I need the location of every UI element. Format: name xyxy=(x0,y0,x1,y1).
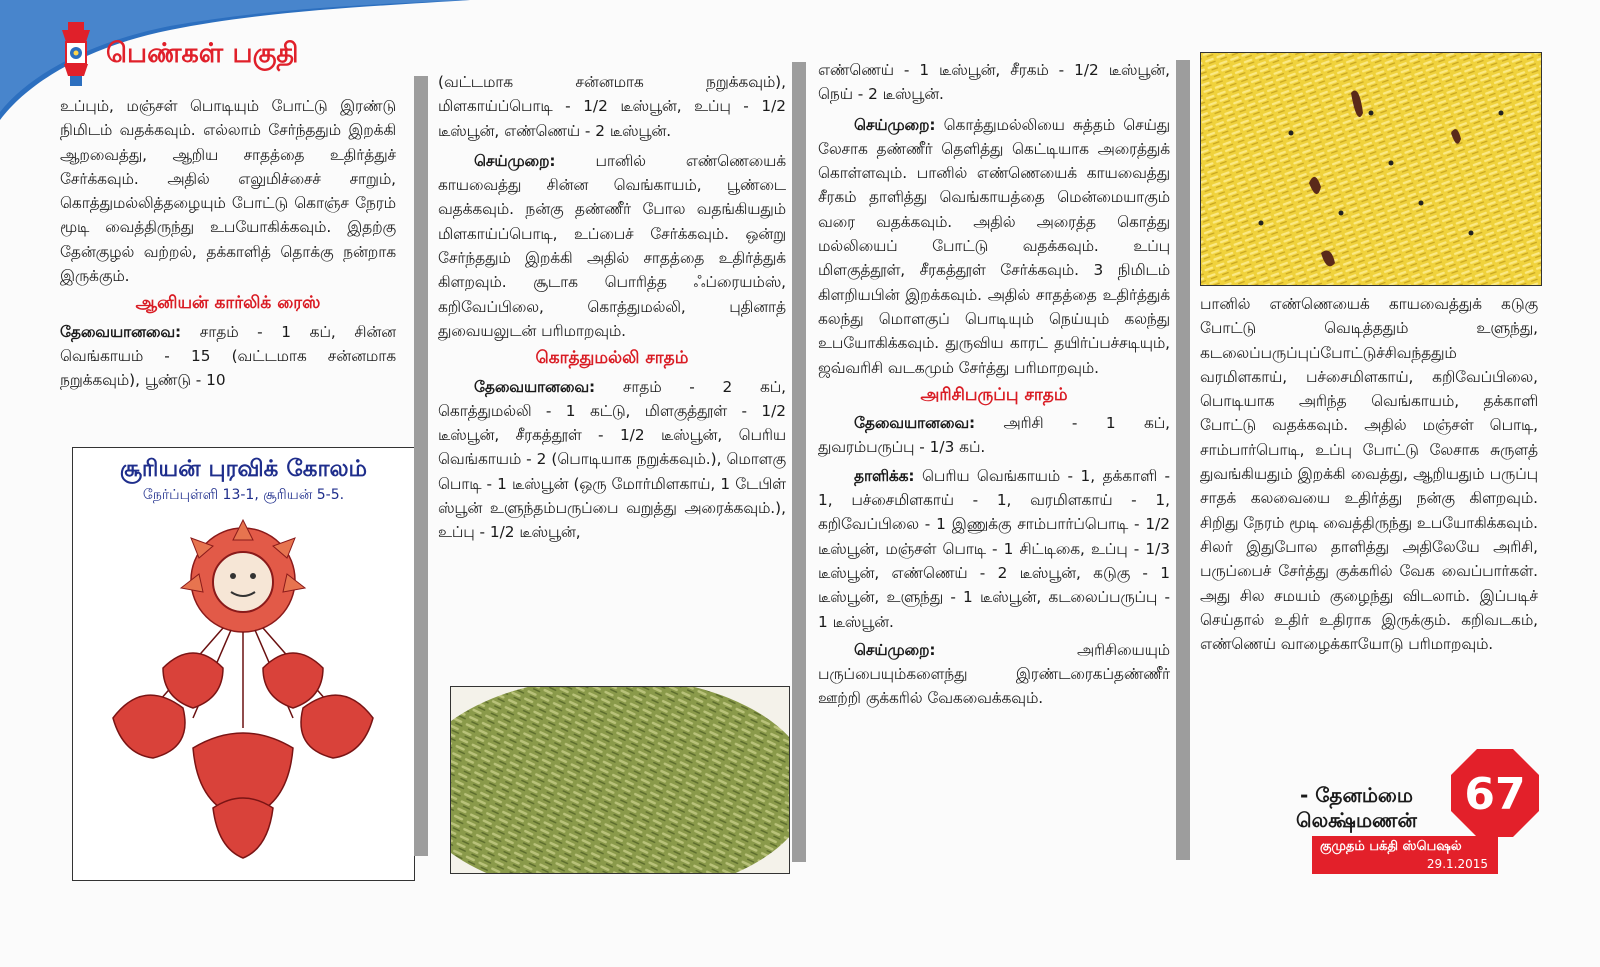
column-4 xyxy=(1200,292,1538,658)
col1-ingredients xyxy=(60,320,396,393)
lamp-icon xyxy=(58,22,94,88)
method-label: செய்முறை: xyxy=(854,640,936,659)
col3-paragraph: எண்ணெய் - 1 டீஸ்பூன், சீரகம் - 1/2 டீஸ்பூன், நெய் - 2 டீஸ்பூன். xyxy=(818,61,1170,104)
col3-method xyxy=(818,113,1170,380)
col2-method xyxy=(438,149,786,343)
col3-method2 xyxy=(818,638,1170,711)
kothumalli-rice-photo xyxy=(450,686,790,874)
col2-ingredients xyxy=(438,375,786,545)
method-label: செய்முறை: xyxy=(474,151,556,170)
kolam-box xyxy=(72,447,415,881)
method-label: செய்முறை: xyxy=(854,115,936,134)
column-1 xyxy=(60,94,396,395)
tadka-text: பெரிய வெங்காயம் - 1, தக்காளி - 1, பச்சைமிளகாய் - 1, வரமிளகாய் - 1, கறிவேப்பிலை - 1 இணுக்கு சாம்பார்ப்பொடி - 1/2 டீஸ்பூன், மஞ்சள் பொடி - 1 சிட்டிகை, உப்பு - 1/3 டீஸ்பூன், எண்ணெய் - 2 டீஸ்பூன், கடுகு - 1 டீஸ்பூன், உளுந்து - 1 டீஸ்பூன், கடலைப்பருப்பு - 1 டீஸ்பூன். xyxy=(818,466,1170,631)
method-text: கொத்துமல்லியை சுத்தம் செய்து லேசாக தண்ணீர் தெளித்து கெட்டியாக அரைத்துக் கொள்ளவும். பானில் எண்ணெயைக் காயவைத்து சீரகம் தாளித்து வெங்காயத்தை மென்மையாகும் வரை வதக்கவும். அதில் அரைத்த கொத்து மல்லியைப் போட்டு வதக்கவும். உப்பு மிளகுத்தூள், சீரகத்தூள் சேர்க்கவும். 3 நிமிடம் கிளறியபின் இறக்கவும். அதில் சாதத்தை உதிர்த்துக் கலந்து மொளகுப் பொடியும் நெய்யும் கலந்து உபயோகிக்கவும். துருவிய காரட் தயிர்ப்பச்சடியும், ஜவ்வரிசி வடகமும் சேர்த்து பரிமாறவும். xyxy=(818,115,1170,377)
col3-tadka xyxy=(818,464,1170,634)
column-2 xyxy=(438,70,786,547)
col1-paragraph: உப்பும், மஞ்சள் பொடியும் போட்டு இரண்டு நிமிடம் வதக்கவும். எல்லாம் சேர்ந்ததும் இறக்கி ஆறவைத்து, ஆறிய சாதத்தை உதிர்த்துச் சேர்க்கவும். அதில் எலுமிச்சைச் சாறும், கொத்துமல்லித்தழையும் போட்டு கொஞ்ச நேரம் மூடி வைத்திருந்து உபயோகிக்கவும். இதற்கு தேன்குழல் வற்றல், தக்காளித் தொக்கு நன்றாக இருக்கும். xyxy=(60,97,396,286)
ingredients-text: சாதம் - 2 கப், கொத்துமல்லி - 1 கட்டு, மிளகுத்தூள் - 1/2 டீஸ்பூன், சீரகத்தூள் - 1/2 டீஸ்பூன், பெரிய வெங்காயம் - 2 (பொடியாக நறுக்கவும்.), மொளகு பொடி - 1 டீஸ்பூன் (ஒரு மோர்மிளகாய், 1 டேபிள் ஸ்பூன் உளுந்தம்பருப்பை வறுத்து அரைக்கவும்.), உப்பு - 1/2 டீஸ்பூன், xyxy=(438,377,786,542)
method-text: பானில் எண்ணெயைக் காயவைத்து சின்ன வெங்காயம், பூண்டை வதக்கவும். நன்கு தண்ணீர் போல வதங்கியதும் மிளகாய்ப்பொடி, உப்பைச் சேர்க்கவும். ஒன்று சேர்ந்ததும் இறக்கி அதில் சாதத்தை உதிர்த்துக் கிளறவும். சூடாக பொரித்த ஃப்ரையம்ஸ், கறிவேப்பிலை, கொத்துமல்லி, புதினாத் துவையலுடன் பரிமாறவும். xyxy=(438,151,786,340)
ingredients-text: அரிசி - 1 கப், துவரம்பருப்பு - 1/3 கப். xyxy=(818,414,1170,457)
recipe-title-onion-garlic-rice: ஆனியன் கார்லிக் ரைஸ் xyxy=(135,293,321,314)
recipe-title-arisi-paruppu-rice: அரிசிபருப்பு சாதம் xyxy=(920,384,1068,405)
section-title: பெண்கள் பகுதி xyxy=(106,37,299,69)
section-header xyxy=(58,22,299,88)
magazine-name: குமுதம் பக்தி ஸ்பெஷல் xyxy=(1320,839,1462,854)
col4-paragraph: பானில் எண்ணெயைக் காயவைத்துக் கடுகு போட்டு வெடித்ததும் உளுந்து, கடலைப்பருப்புப்போட்டுச்சிவந்ததும் வரமிளகாய், பச்சைமிளகாய், கறிவேப்பிலை, பொடியாக அரிந்த வெங்காயம், தக்காளி போட்டு வதக்கவும். அதில் மஞ்சள் பொடி, சாம்பார்பொடி, உப்பு போட்டு லேசாக சுருளத் துவங்கியதும் இறக்கி வைத்து, ஆறியதும் பருப்பு சாதக் கலவையை உதிர்த்து நன்கு கிளறவும். சிறிது நேரம் மூடி வைத்திருந்து உபயோகிக்கவும். சிலர் இதுபோல தாளித்து அதிலேயே அரிசி, பருப்பைச் சேர்த்து குக்கரில் வேக வைப்பார்கள். அது சில சமயம் குழைந்து விடலாம். இப்படிச் செய்தால் உதிர் உதிராக இருக்கும். கறிவடகம், எண்ணெய் வாழைக்காயோடு பரிமாறவும். xyxy=(1200,295,1538,654)
author-byline xyxy=(1296,783,1417,833)
column-divider xyxy=(792,62,806,862)
recipe-title-kothumalli-rice: கொத்துமல்லி சாதம் xyxy=(535,348,689,369)
ingredients-label: தேவையானவை: xyxy=(474,377,596,396)
author-first-name: - தேனம்மை xyxy=(1299,783,1413,807)
ingredients-text: சாதம் - 1 கப், சின்ன வெங்காயம் - 15 (வட்டமாக சன்னமாக நறுக்கவும்), பூண்டு - 10 xyxy=(60,322,396,390)
method-text: அரிசியையும் பருப்பையும்களைந்து இரண்டரைகப்தண்ணீர் ஊற்றி குக்கரில் வேகவைக்கவும். xyxy=(818,640,1170,708)
page-number: 67 xyxy=(1464,769,1526,820)
sun-chariot-kolam-icon xyxy=(73,518,414,868)
col2-paragraph: (வட்டமாக சன்னமாக நறுக்கவும்), மிளகாய்ப்பொடி - 1/2 டீஸ்பூன், உப்பு - 1/2 டீஸ்பூன், எண்ணெய் - 2 டீஸ்பூன். xyxy=(438,73,786,140)
author-last-name: லெக்ஷ்மணன் xyxy=(1296,808,1417,832)
lemon-rice-photo xyxy=(1200,52,1542,286)
tadka-label: தாளிக்க: xyxy=(854,466,915,485)
ingredients-label: தேவையானவை: xyxy=(854,414,976,433)
column-divider xyxy=(414,76,428,856)
magazine-band xyxy=(1312,836,1498,874)
page-number-badge xyxy=(1451,749,1539,837)
kolam-title: சூரியன் புரவிக் கோலம் xyxy=(119,456,368,482)
column-divider xyxy=(1176,60,1190,860)
ingredients-label: தேவையானவை: xyxy=(60,322,182,341)
column-3 xyxy=(818,58,1170,713)
col3-ingredients xyxy=(818,411,1170,460)
kolam-subtitle: நேர்ப்புள்ளி 13-1, சூரியன் 5-5. xyxy=(142,487,345,503)
issue-date: 29.1.2015 xyxy=(1426,857,1488,871)
